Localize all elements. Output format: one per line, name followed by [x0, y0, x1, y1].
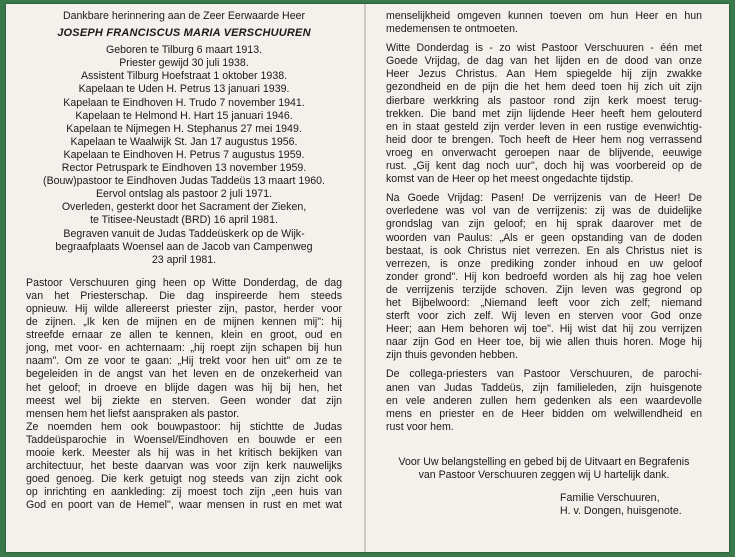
thanks-line: van Pastoor Verschuuren zeggen wij U hartelijk dank. — [418, 469, 670, 481]
center-fold — [364, 4, 366, 552]
bio-line: Overleden, gesterkt door het Sacrament der Zieken, — [61, 201, 307, 214]
text-line: mens en priester en de Heer bidden om welwillendheid en — [386, 407, 702, 420]
text-line: medemensen te ontmoeten. — [386, 23, 518, 36]
text-line: bestaat, is ook Christus niet verrezen. En als Christus niet is — [386, 244, 702, 257]
text-line: zonder grond". Hij kon bedroefd worden als hij zag hoe velen — [386, 270, 702, 283]
biography — [26, 44, 342, 267]
text-line: rust. „Gij kent dag noch uur", doch hij was voorbereid op de — [386, 160, 702, 173]
text-line: trekken. Die band met zijn lijdende Heer heeft hem gelouterd — [386, 107, 702, 120]
text-line: goed genoeg. Die kerk getuigt nog steeds van zijn zicht ook — [26, 473, 342, 486]
text-line: menselijkheid omgeven kunnen toeven om hun Heer en hun — [386, 10, 702, 22]
bio-line: Assistent Tilburg Hoefstraat 1 oktober 1938. — [80, 70, 288, 83]
bio-line: 23 april 1981. — [151, 253, 217, 266]
text-line: overledene was vol van de verrijzenis: zij was de duidelijke — [386, 205, 702, 218]
text-line: anen van Judas Taddeüs, zijn familieleden, zijn huisgenote — [386, 381, 702, 394]
text-line: Heer Jezus Christus. Aan Hem spiegelde hij zijn zwakke — [386, 68, 702, 81]
text-line: heid door te brengen. Toch heeft de Heer hem nog verrassend — [386, 133, 702, 146]
bio-line: Geboren te Tilburg 6 maart 1913. — [105, 44, 263, 57]
text-line: zijn thuis gevonden hebben. — [386, 349, 518, 362]
deceased-name: JOSEPH FRANCISCUS MARIA VERSCHUUREN — [57, 27, 311, 40]
text-line: rust voor hem. — [386, 420, 454, 433]
text-line: begeleiden in de angst van het leven en de onzekerheid van — [26, 368, 342, 381]
text-line: op inrichting en aankleding: zij moest toch zijn „een huis van — [26, 486, 342, 499]
text-line: het geloof; in droeve en blijde dagen was hij bij hen, het — [26, 381, 342, 394]
text-line: de verrijzenis terzijde schoven. Zijn leven was gegrond op — [386, 283, 702, 296]
bio-line: Kapelaan te Eindhoven H. Trudo 7 november 1941. — [63, 96, 305, 109]
text-line: opnieuw. Hij wilde allereerst priester zijn, pastor, herder voor — [26, 302, 342, 315]
text-line: vroeg en onverwacht geroepen naar de blijvende, eeuwige — [386, 146, 702, 159]
text-line: woorden van Paulus: „Als er geen opstanding van de doden — [386, 231, 702, 244]
text-line: grondslag van zijn geloof; en hij sprak daarover met de — [386, 218, 702, 231]
text-line: Pastoor Verschuuren ging heen op Witte Donderdag, de dag — [26, 276, 342, 289]
text-line: dierbare werkkring als pastoor rond zijn kerk moest terug- — [386, 94, 702, 107]
text-line: naam". Om ze voor te gaan: „Hij trekt voor hen uit" om ze te — [26, 355, 342, 368]
bio-line: Kapelaan te Eindhoven H. Petrus 7 augustus 1959. — [63, 148, 305, 161]
paragraph-easter — [386, 192, 702, 362]
text-line: meest wel bij ziekte en sterven. Geen wonder dat zijn — [26, 394, 342, 407]
text-line: verrezen, is onze prediking zonder inhoud en uw geloof — [386, 257, 702, 270]
bio-line: Kapelaan te Nijmegen H. Stephanus 27 mei 1949. — [66, 122, 302, 135]
text-line: en in staat gesteld zijn verder leven in een rustige evenwichtig- — [386, 120, 702, 133]
bio-line: (Bouw)pastoor te Eindhoven Judas Taddeüs 13 maart 1960. — [43, 175, 325, 188]
text-line: mensen hem het liefst aanspraken als pastor. — [26, 407, 240, 420]
bio-line: Kapelaan te Uden H. Petrus 13 januari 1939. — [78, 83, 290, 96]
thanks-line: Voor Uw belangstelling en gebed bij de Uitvaart en Begrafenis — [398, 455, 690, 468]
text-line: Goede Vrijdag, de dag van het lijden en de dood van onze — [386, 55, 702, 68]
text-line: Heer; aan Hem behoren wij toe". Hij wist dat hij zou verrijzen — [386, 323, 702, 336]
text-line: Taddeüsparochie in Woensel/Eindhoven en bouwde er een — [26, 433, 342, 446]
intro-line: Dankbare herinnering aan de Zeer Eerwaarde Heer — [62, 10, 306, 22]
text-line: komst van de Heer op het meest ongedachte tijdstip. — [386, 173, 634, 186]
bio-line: Rector Petruspark te Eindhoven 13 november 1959. — [61, 162, 307, 175]
text-line: het Bijbelwoord: „Niemand leeft voor zich zelf; niemand — [386, 296, 702, 309]
text-line: sterft voor zich zelf. Wij leven en sterven voor God onze — [386, 310, 702, 323]
text-line: Ze noemden hem ook bouwpastoor: hij stichtte de Judas — [26, 420, 342, 433]
text-line: van het Priesterschap. Die dag inspireerde hem steeds — [26, 289, 342, 302]
signature-line: H. v. Dongen, huisgenote. — [560, 505, 682, 518]
text-line: De collega-priesters van Pastoor Verschuuren, de parochi- — [386, 368, 702, 381]
text-line: mooie kerk. Meester als hij was in het kritisch bekijken van — [26, 447, 342, 459]
bio-line: Begraven vanuit de Judas Taddeüskerk op de Wijk- — [63, 227, 305, 240]
text-line: God en poort van de Hemel", waar mensen in rust en met wat — [26, 499, 342, 512]
bio-line: begraafplaats Woensel aan de Jacob van Campenweg — [55, 240, 313, 253]
text-line: naar zijn God en Heer toe, bij wie allen thuis horen. Moge hij — [386, 336, 702, 349]
right-page — [386, 10, 702, 518]
bio-line: Eervol ontslag als pastoor 2 juli 1971. — [95, 188, 273, 201]
paragraph-colleagues — [386, 368, 702, 433]
bio-line: Kapelaan te Waalwijk St. Jan 17 augustus 1956. — [70, 135, 298, 148]
left-page — [26, 10, 342, 512]
paragraph-good-friday — [386, 42, 702, 186]
bio-line: Priester gewijd 30 juli 1938. — [119, 57, 249, 70]
signature-line: Familie Verschuuren, — [560, 492, 660, 505]
bio-line: Kapelaan te Helmond H. Hart 15 januari 1946. — [75, 109, 293, 122]
signature — [386, 492, 702, 518]
text-line: Witte Donderdag is - zo wist Pastoor Verschuuren - één met — [386, 42, 702, 55]
bio-line: te Titisee-Neustadt (BRD) 16 april 1981. — [90, 214, 278, 227]
paragraph-builder — [26, 421, 342, 513]
text-line: en vele anderen zullen hem gedenken als een waardevolle — [386, 394, 702, 407]
text-line: architectuur, het beste daarvan was voor zijn kerk nauwelijks — [26, 460, 342, 473]
paragraph-pastor — [26, 277, 342, 421]
paragraph-continuation — [386, 10, 702, 36]
thanks-note — [386, 456, 702, 482]
text-line: jong, met voor- en achternaam: „hij roept zijn schapen bij hun — [26, 342, 342, 355]
text-line: Na Goede Vrijdag: Pasen! De verrijzenis van de Heer! De — [386, 192, 702, 205]
text-line: de zijnen. „Ik ken de mijnen en de mijnen kennen mij": hij — [26, 316, 342, 329]
text-line: streefde ernaar ze allen te kennen, klein en groot, oud en — [26, 329, 342, 342]
text-line: gezondheid en de pijn die het hem deed toen hij zich uit zijn — [386, 81, 702, 94]
